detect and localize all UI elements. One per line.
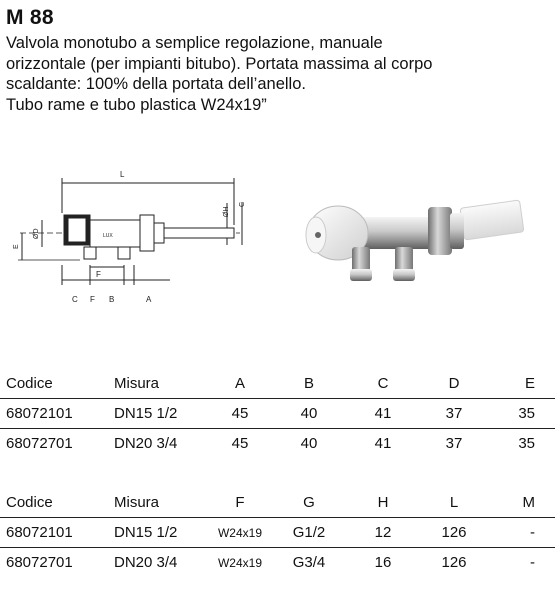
- table-cell: 126: [418, 518, 490, 548]
- table-cell: W24x19: [210, 518, 270, 548]
- table-cell: 35: [490, 399, 555, 429]
- table-cell: 12: [348, 518, 418, 548]
- table-row: [0, 518, 555, 548]
- table-cell: 68072701: [0, 429, 114, 459]
- table-cell: DN20 3/4: [114, 548, 210, 578]
- table-cell: G3/4: [270, 548, 348, 578]
- header-cell: Codice: [6, 493, 53, 511]
- header-cell: C: [377, 374, 389, 392]
- table-cell: 68072701: [0, 548, 114, 578]
- table-row: [0, 399, 555, 429]
- valve-photo: [306, 200, 524, 281]
- table-row: [0, 429, 555, 459]
- dimensions-table: [0, 368, 555, 458]
- table-cell: 45: [210, 399, 270, 429]
- dim-label-lux: LUX: [103, 233, 113, 239]
- product-figure: [0, 165, 555, 325]
- dim-label-H: ØH: [223, 206, 230, 217]
- dim-label-F: F: [96, 270, 101, 279]
- table-header-row: [0, 487, 555, 518]
- table-cell: DN15 1/2: [114, 518, 210, 548]
- dim-label-B: B: [109, 295, 115, 304]
- table-cell: -: [490, 548, 555, 578]
- table-header-row: [0, 368, 555, 399]
- table-cell: 41: [348, 399, 418, 429]
- description-line: orizzontale (per impianti bitubo). Portata massima al corpo: [6, 54, 433, 73]
- table-cell: 45: [210, 429, 270, 459]
- description-line: Valvola monotubo a semplice regolazione, manuale: [6, 34, 383, 52]
- header-cell: M: [522, 493, 535, 511]
- table-cell: 68072101: [0, 518, 114, 548]
- table-cell: -: [490, 518, 555, 548]
- technical-drawing: [18, 178, 242, 285]
- table-cell: 41: [348, 429, 418, 459]
- header-cell: Misura: [114, 493, 160, 511]
- dim-label-L: L: [120, 170, 125, 179]
- table-cell: 40: [270, 429, 348, 459]
- table-row: [0, 548, 555, 578]
- description-line: Tubo rame e tubo plastica W24x19”: [6, 95, 267, 114]
- product-code: M 88: [6, 6, 54, 29]
- table-cell: 16: [348, 548, 418, 578]
- header-cell: D: [448, 374, 460, 392]
- table-cell: G1/2: [270, 518, 348, 548]
- table-cell: 126: [418, 548, 490, 578]
- dim-label-G: G: [239, 201, 246, 207]
- connections-table: [0, 487, 555, 577]
- table-cell: 35: [490, 429, 555, 459]
- dim-label-A: A: [146, 295, 152, 304]
- header-cell: L: [449, 493, 459, 511]
- table-cell: W24x19: [210, 548, 270, 578]
- dim-label-F2: F: [90, 295, 95, 304]
- header-cell: Codice: [6, 374, 53, 392]
- dim-label-D: ØD: [33, 228, 40, 239]
- header-cell: E: [524, 374, 535, 392]
- header-cell: Misura: [114, 374, 160, 392]
- table-cell: 40: [270, 399, 348, 429]
- table-cell: 37: [418, 429, 490, 459]
- header-cell: A: [234, 374, 245, 392]
- product-description: [6, 33, 546, 115]
- dim-label-E: E: [13, 244, 20, 249]
- header-cell: F: [235, 493, 245, 511]
- header-cell: G: [303, 493, 315, 511]
- table-cell: 37: [418, 399, 490, 429]
- table-cell: 68072101: [0, 399, 114, 429]
- table-cell: DN15 1/2: [114, 399, 210, 429]
- dim-label-C: C: [72, 295, 78, 304]
- header-cell: B: [303, 374, 314, 392]
- table-cell: DN20 3/4: [114, 429, 210, 459]
- description-line: scaldante: 100% della portata dell’anello.: [6, 75, 306, 93]
- header-cell: H: [377, 493, 389, 511]
